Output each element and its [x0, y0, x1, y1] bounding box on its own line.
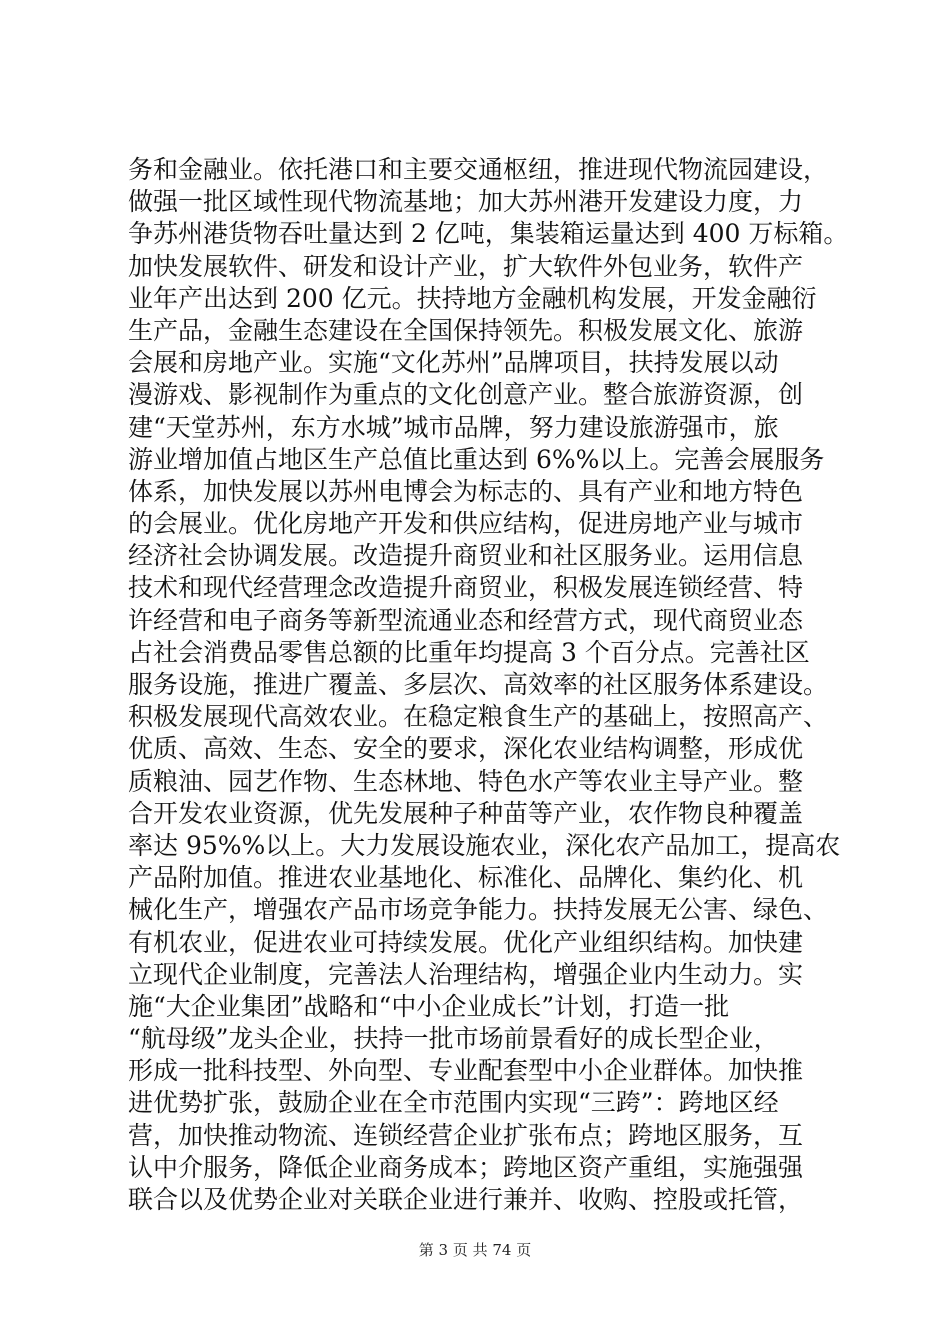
text-line: 漫游戏、影视制作为重点的文化创意产业。整合旅游资源，创	[128, 380, 804, 410]
text-line: 生产品，金融生态建设在全国保持领先。积极发展文化、旅游	[128, 315, 804, 345]
text-line: 有机农业，促进农业可持续发展。优化产业组织结构。加快建	[128, 927, 804, 957]
text-line: 经济社会协调发展。改造提升商贸业和社区服务业。运用信息	[128, 541, 804, 571]
text-line: 许经营和电子商务等新型流通业态和经营方式，现代商贸业态	[128, 605, 804, 635]
text-line: 业年产出达到 200 亿元。扶持地方金融机构发展，开发金融衍	[128, 283, 817, 313]
text-line: 械化生产，增强农产品市场竞争能力。扶持发展无公害、绿色、	[128, 895, 829, 925]
text-line: 优质、高效、生态、安全的要求，深化农业结构调整，形成优	[128, 734, 804, 764]
text-line: 争苏州港货物吞吐量达到 2 亿吨，集装箱运量达到 400 万标箱。	[128, 219, 849, 249]
text-line: 联合以及优势企业对关联企业进行兼并、收购、控股或托管，	[128, 1185, 804, 1214]
text-line: 占社会消费品零售总额的比重年均提高 3 个百分点。完善社区	[128, 637, 810, 667]
text-line: 产品附加值。推进农业基地化、标准化、品牌化、集约化、机	[128, 863, 804, 893]
text-line: 进优势扩张，鼓励企业在全市范围内实现“三跨”：跨地区经	[128, 1088, 779, 1118]
text-line: 施“大企业集团”战略和“中小企业成长”计划，打造一批	[128, 991, 730, 1021]
text-line: 率达 95%%以上。大力发展设施农业，深化农产品加工，提高农	[128, 830, 841, 860]
text-line: 认中介服务，降低企业商务成本；跨地区资产重组，实施强强	[128, 1152, 804, 1182]
body-text	[128, 154, 848, 1216]
text-line: 务和金融业。依托港口和主要交通枢纽，推进现代物流园建设，	[128, 155, 829, 184]
text-line: 质粮油、园艺作物、生态林地、特色水产等农业主导产业。整	[128, 766, 804, 796]
text-line: 体系，加快发展以苏州电博会为标志的、具有产业和地方特色	[128, 476, 804, 506]
text-line: 营，加快推动物流、连锁经营企业扩张布点；跨地区服务，互	[128, 1120, 804, 1150]
text-line: 服务设施，推进广覆盖、多层次、高效率的社区服务体系建设。	[128, 670, 829, 699]
text-line: 技术和现代经营理念改造提升商贸业，积极发展连锁经营、特	[128, 573, 804, 603]
text-line: 加快发展软件、研发和设计产业，扩大软件外包业务，软件产	[128, 251, 804, 281]
text-line: 立现代企业制度，完善法人治理结构，增强企业内生动力。实	[128, 959, 804, 989]
text-line: 做强一批区域性现代物流基地；加大苏州港开发建设力度，力	[128, 187, 804, 217]
text-line: 的会展业。优化房地产开发和供应结构，促进房地产业与城市	[128, 509, 804, 539]
text-line: 形成一批科技型、外向型、专业配套型中小企业群体。加快推	[128, 1056, 804, 1086]
text-line: 游业增加值占地区生产总值比重达到 6%%以上。完善会展服务	[128, 444, 825, 474]
page-footer: 第 3 页 共 74 页	[418, 1241, 532, 1259]
text-line: 积极发展现代高效农业。在稳定粮食生产的基础上，按照高产、	[128, 702, 829, 732]
text-line: “航母级”龙头企业，扶持一批市场前景看好的成长型企业，	[128, 1024, 779, 1054]
text-line: 会展和房地产业。实施“文化苏州”品牌项目，扶持发展以动	[128, 348, 779, 378]
text-line: 合开发农业资源，优先发展种子种苗等产业，农作物良种覆盖	[128, 798, 804, 828]
text-line: 建“天堂苏州，东方水城”城市品牌，努力建设旅游强市，旅	[128, 412, 779, 442]
